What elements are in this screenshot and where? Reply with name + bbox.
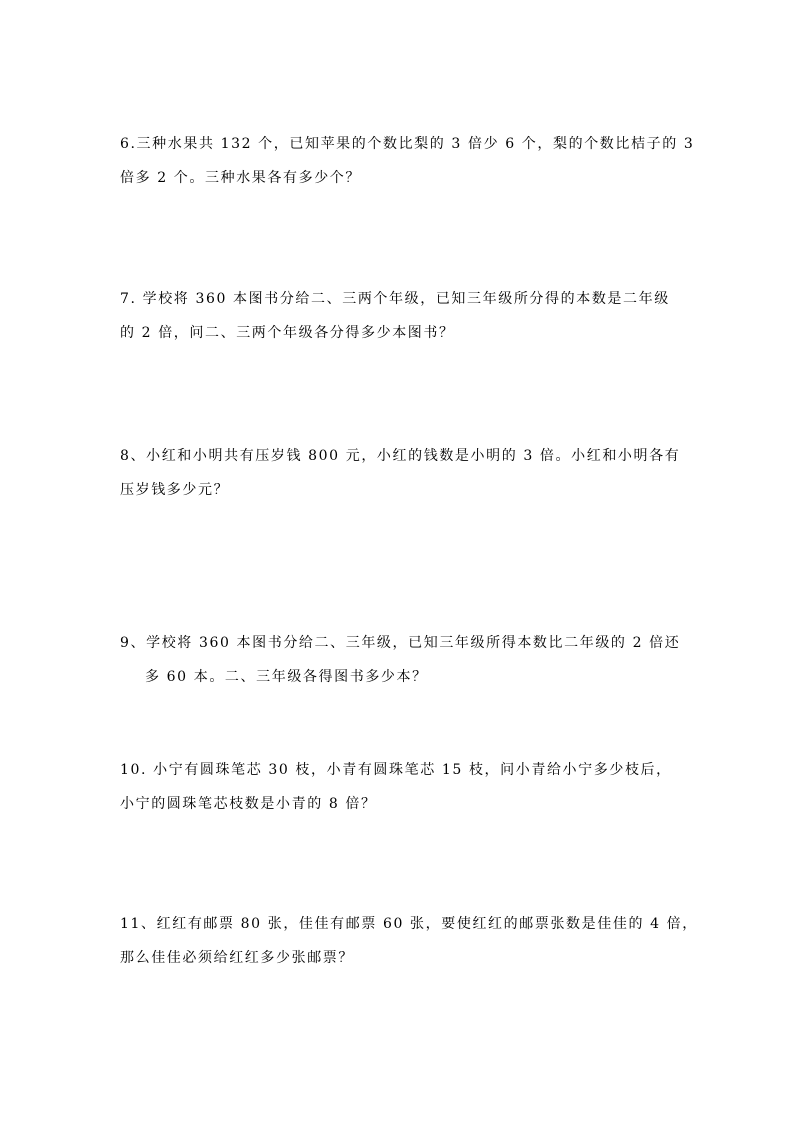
problem-7-line-1: 7. 学校将 360 本图书分给二、三两个年级，已知三年级所分得的本数是二年级 xyxy=(120,291,670,307)
problem-9-line-2: 多 60 本。二、三年级各得图书多少本？ xyxy=(145,669,428,685)
problem-11-line-1: 11、红红有邮票 80 张，佳佳有邮票 60 张，要使红红的邮票张数是佳佳的 4 倍， xyxy=(120,916,698,932)
problem-10-line-2: 小宁的圆珠笔芯枝数是小青的 8 倍？ xyxy=(120,796,377,812)
problem-7-line-2: 的 2 倍，问二、三两个年级各分得多少本图书？ xyxy=(120,325,455,341)
problem-11-line-2: 那么佳佳必须给红红多少张邮票？ xyxy=(120,950,354,966)
problem-6-line-1: 6.三种水果共 132 个，已知苹果的个数比梨的 3 倍少 6 个，梨的个数比桔子的 3 xyxy=(120,136,695,152)
problem-10-line-1: 10. 小宁有圆珠笔芯 30 枝，小青有圆珠笔芯 15 枝，问小青给小宁多少枝后， xyxy=(120,762,672,778)
problem-8-line-2: 压岁钱多少元？ xyxy=(120,482,230,498)
problem-8-line-1: 8、小红和小明共有压岁钱 800 元，小红的钱数是小明的 3 倍。小红和小明各有 xyxy=(120,448,681,464)
problem-6-line-2: 倍多 2 个。三种水果各有多少个？ xyxy=(120,170,362,186)
problem-9-line-1: 9、学校将 360 本图书分给二、三年级，已知三年级所得本数比二年级的 2 倍还 xyxy=(120,635,681,651)
